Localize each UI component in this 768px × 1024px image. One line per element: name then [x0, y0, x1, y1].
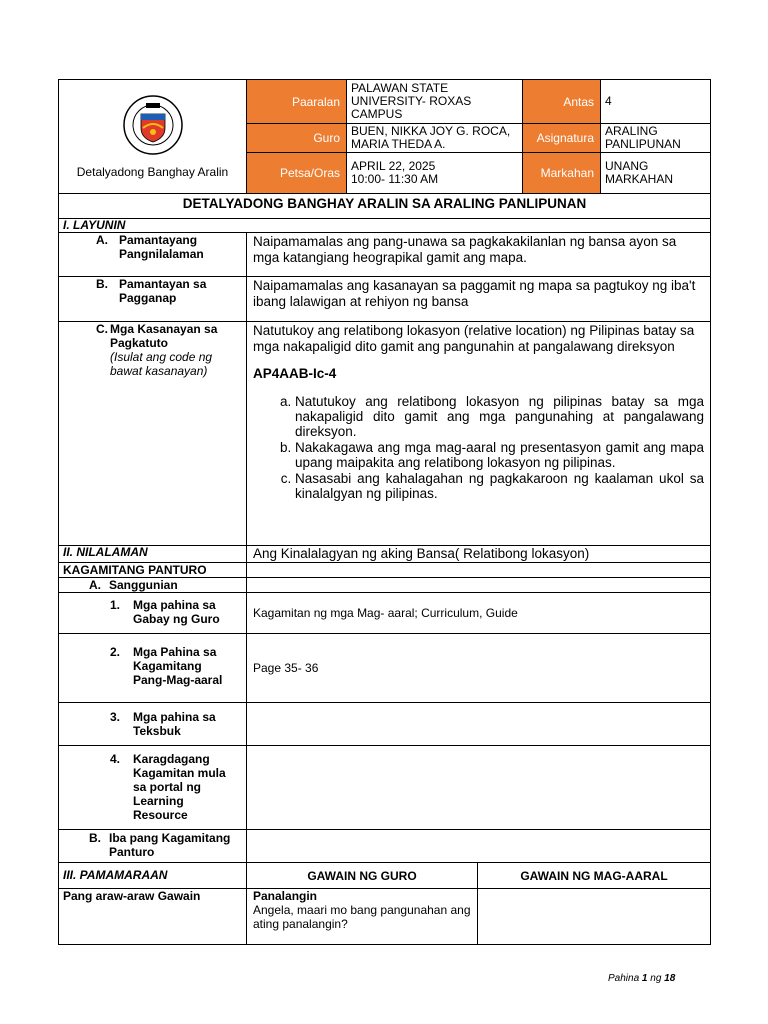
sanggunian-cell — [59, 578, 247, 593]
competency-code: AP4AAB-Ic-4 — [253, 366, 337, 381]
sanggunian-label: Sanggunian — [109, 578, 178, 592]
page-label: Pahina — [608, 973, 640, 984]
petsa-date: APRIL 22, 2025 — [351, 159, 436, 173]
pamantayan-pagganap-text: Naipamamalas ang kasanayan sa paggamit ng mapa sa pagtukoy ng iba't ibang lalawigan at rehiyon ng bansa — [247, 277, 711, 322]
item-number: C. — [96, 322, 108, 336]
lesson-plan-document — [58, 79, 710, 945]
kasanayan-label: Mga Kasanayan sa Pagkatuto — [110, 322, 218, 350]
learning-resource-label: Karagdagang Kagamitan mula sa portal ng Learning Resource — [133, 752, 226, 822]
gawain-mag-aaral-cell — [478, 889, 711, 945]
objective-item: b. Nakakagawa ang mga mag-aaral ng presentasyon gamit ang mapa upang maipakita ang relatibong lokasyon ng pilipinas. — [295, 440, 704, 470]
panalangin-text: Angela, maari mo bang pangunahan ang ating panalangin? — [253, 903, 471, 931]
pang-araw-araw-label: Pang araw-araw Gawain — [59, 889, 247, 945]
teksbuk-cell — [59, 703, 247, 746]
learning-resource-cell — [59, 746, 247, 830]
empty-cell — [247, 563, 711, 578]
kagamitang-pang-mag-aaral-label: Mga Pahina sa Kagamitang Pang-Mag-aaral — [133, 645, 223, 687]
empty-cell — [247, 830, 711, 863]
body-table — [58, 193, 711, 945]
pamantayang-pangnilalaman-text: Naipamamalas ang pang-unawa sa pagkakakilanlan ng bansa ayon sa mga katangiang heograpikal gamit ang mapa. — [247, 233, 711, 277]
markahan-label: Markahan — [523, 153, 601, 194]
item-number: 2. — [110, 645, 121, 659]
objectives-list — [253, 394, 704, 501]
document-type-title: Detalyadong Banghay Aralin — [76, 165, 229, 179]
item-number: A. — [89, 578, 101, 592]
empty-cell — [247, 578, 711, 593]
logo-cell — [59, 80, 247, 194]
learning-resource-value — [247, 746, 711, 830]
asignatura-label: Asignatura — [523, 124, 601, 153]
item-number: 4. — [110, 752, 121, 766]
page-title: DETALYADONG BANGHAY ARALIN SA ARALING PANLIPUNAN — [59, 194, 711, 219]
guro-label: Guro — [247, 124, 347, 153]
gabay-guro-label: Mga pahina sa Gabay ng Guro — [133, 598, 220, 626]
header-table — [58, 79, 711, 194]
item-number: 3. — [110, 710, 121, 724]
item-number: 1. — [110, 598, 121, 612]
pamantayang-pangnilalaman-cell — [59, 233, 247, 277]
guro-value: BUEN, NIKKA JOY G. ROCA, MARIA THEDA A. — [347, 124, 523, 153]
gawain-guro-cell — [247, 889, 478, 945]
kagamitang-pang-mag-aaral-cell — [59, 634, 247, 703]
gabay-guro-cell — [59, 593, 247, 634]
antas-label: Antas — [523, 80, 601, 124]
item-number: B. — [89, 831, 101, 845]
paaralan-label: Paaralan — [247, 80, 347, 124]
page-of-label: ng — [650, 973, 662, 984]
pamamaraan-heading: III. PAMAMARAAN — [59, 863, 247, 889]
nilalaman-text: Ang Kinalalagyan ng aking Bansa( Relatibong lokasyon) — [247, 546, 711, 563]
university-seal-logo — [115, 94, 191, 156]
asignatura-value: ARALING PANLIPUNAN — [601, 124, 711, 153]
gabay-guro-value: Kagamitan ng mga Mag- aaral; Curriculum, Guide — [247, 593, 711, 634]
teksbuk-value — [247, 703, 711, 746]
pamantayang-pangnilalaman-label: Pamantayang Pangnilalaman — [119, 233, 204, 261]
kagamitang-pang-mag-aaral-value: Page 35- 36 — [247, 634, 711, 703]
antas-value: 4 — [601, 80, 711, 124]
petsa-value — [347, 153, 523, 194]
page-total: 18 — [664, 973, 676, 984]
kasanayan-text: Natutukoy ang relatibong lokasyon (relative location) ng Pilipinas batay sa mga nakapaligid dito gamit ang pangunahin at pangalawang direksyon — [253, 323, 695, 354]
kasanayan-note: (Isulat ang code ng bawat kasanayan) — [110, 350, 213, 378]
kasanayan-cell — [59, 322, 247, 546]
petsa-time: 10:00- 11:30 AM — [351, 172, 439, 186]
pamantayan-pagganap-label: Pamantayan sa Pagganap — [119, 277, 207, 305]
gawain-mag-aaral-header: GAWAIN NG MAG-AARAL — [478, 863, 711, 889]
kagamitan-heading: KAGAMITANG PANTURO — [59, 563, 247, 578]
markahan-value: UNANG MARKAHAN — [601, 153, 711, 194]
page-footer — [608, 973, 675, 984]
objective-item: a. Natutukoy ang relatibong lokasyon ng pilipinas batay sa mga nakapaligid dito gamit ang mga pangunahing at pangalawang direksyon. — [295, 394, 704, 439]
gawain-guro-header: GAWAIN NG GURO — [247, 863, 478, 889]
iba-pang-kagamitan-cell — [59, 830, 247, 863]
nilalaman-heading: II. NILALAMAN — [59, 546, 247, 563]
kasanayan-content — [247, 322, 711, 546]
item-number: B. — [96, 277, 108, 291]
objective-item: c. Nasasabi ang kahalagahan ng pagkakaroon ng kaalaman ukol sa kinalalgyan ng pilipinas. — [295, 471, 704, 501]
teksbuk-label: Mga pahina sa Teksbuk — [133, 710, 216, 738]
layunin-heading: I. LAYUNIN — [59, 219, 711, 233]
pamantayan-pagganap-cell — [59, 277, 247, 322]
paaralan-value: PALAWAN STATE UNIVERSITY- ROXAS CAMPUS — [347, 80, 523, 124]
item-number: A. — [96, 233, 108, 247]
iba-pang-kagamitan-label: Iba pang Kagamitang Panturo — [109, 831, 231, 859]
panalangin-title: Panalangin — [253, 889, 318, 903]
petsa-label: Petsa/Oras — [247, 153, 347, 194]
page-number: 1 — [641, 973, 648, 984]
